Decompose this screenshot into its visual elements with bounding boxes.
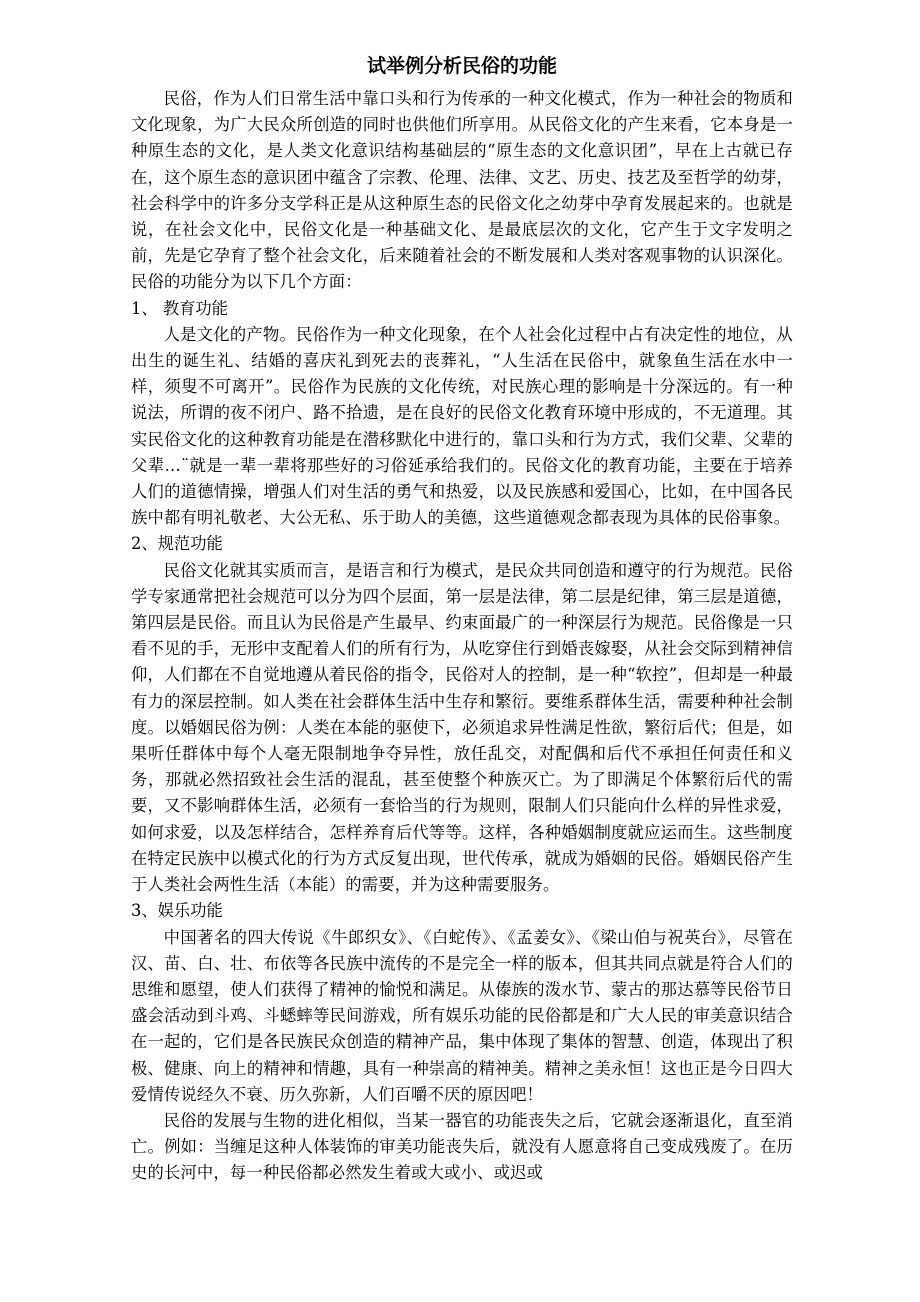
document-title: 试举例分析民俗的功能: [366, 55, 557, 77]
section-heading-education: 1、 教育功能: [131, 298, 228, 318]
section-heading-entertainment: 3、娱乐功能: [131, 901, 223, 921]
document-page: [131, 52, 793, 1187]
entertainment-paragraph: 中国著名的四大传说《牛郎织女》、《白蛇传》、《孟姜女》、《梁山伯与祝英台》，尽管在汉、苗、白、壮、布依等各民族中流传的不是完全一样的版本，但其共同点就是符合人们的思维和愿望，使人们获得了精神的愉悦和满足。从傣族的泼水节、蒙古的那达慕等民俗节日盛会活动到斗鸡、斗蟋蟀等民间游戏，所有娱乐功能的民俗都是和广大人民的审美意识结合在一起的，它们是各民族民众创造的精神产品，集中体现了集体的智慧、创造，体现出了积极、健康、向上的精神和情趣，具有一种崇高的精神美。精神之美永恒！这也正是今日四大爱情传说经久不衰、历久弥新，人们百嚼不厌的原因吧！: [131, 927, 793, 1104]
evolution-paragraph: 民俗的发展与生物的进化相似，当某一器官的功能丧失之后，它就会逐渐退化，直至消亡。例如：当缠足这种人体装饰的审美功能丧失后，就没有人愿意将自己变成残废了。在历史的长河中，每一种民俗都必然发生着或大或小、或迟或: [131, 1110, 793, 1183]
norm-paragraph: 民俗文化就其实质而言，是语言和行为模式，是民众共同创造和遵守的行为规范。民俗学专家通常把社会规范可以分为四个层面，第一层是法律，第二层是纪律，第三层是道德，第四层是民俗。而且认为民俗是产生最早、约束面最广的一种深层行为规范。民俗像是一只看不见的手，无形中支配着人们的所有行为，从吃穿住行到婚丧嫁娶，从社会交际到精神信仰，人们都在不自觉地遵从着民俗的指令，民俗对人的控制，是一种“软控”，但却是一种最有力的深层控制。如人类在社会群体生活中生存和繁衍。要维系群体生活，需要种种社会制度。以婚姻民俗为例：人类在本能的驱使下，必须追求异性满足性欲，繁衍后代；但是，如果听任群体中每个人毫无限制地争夺异性，放任乱交，对配偶和后代不承担任何责任和义务，那就必然招致社会生活的混乱，甚至使整个种族灭亡。为了即满足个体繁衍后代的需要，又不影响群体生活，必须有一套恰当的行为规则，限制人们只能向什么样的异性求爱，如何求爱，以及怎样结合，怎样养育后代等等。这样，各种婚姻制度就应运而生。这些制度在特定民族中以模式化的行为方式反复出现，世代传承，就成为婚姻的民俗。婚姻民俗产生于人类社会两性生活（本能）的需要，并为这种需要服务。: [131, 560, 793, 895]
education-paragraph: 人是文化的产物。民俗作为一种文化现象，在个人社会化过程中占有决定性的地位，从出生的诞生礼、结婚的喜庆礼到死去的丧葬礼，“人生活在民俗中，就象鱼生活在水中一样，须叟不可离开”。民俗作为民族的文化传统，对民族心理的影响是十分深远的。有一种说法，所谓的夜不闭户、路不拾遗，是在良好的民俗文化教育环境中形成的，不无道理。其实民俗文化的这种教育功能是在潜移默化中进行的，靠口头和行为方式，我们父辈、父辈的父辈…¨就是一辈一辈将那些好的习俗延承给我们的。民俗文化的教育功能，主要在于培养人们的道德情操，增强人们对生活的勇气和热爱，以及民族感和爱国心，比如，在中国各民族中都有明礼敬老、大公无私、乐于助人的美德，这些道德观念都表现为具体的民俗事象。: [131, 324, 793, 528]
section-heading-norm: 2、规范功能: [131, 534, 223, 554]
intro-paragraph: 民俗，作为人们日常生活中靠口头和行为传承的一种文化模式，作为一种社会的物质和文化现象，为广大民众所创造的同时也供他们所享用。从民俗文化的产生来看，它本身是一种原生态的文化，是人类文化意识结构基础层的“原生态的文化意识团”，早在上古就已存在，这个原生态的意识团中蕴含了宗教、伦理、法律、文艺、历史、技艺及至哲学的幼芽，社会科学中的许多分支学科正是从这种原生态的民俗文化之幼芽中孕育发展起来的。也就是说，在社会文化中，民俗文化是一种基础文化、是最底层次的文化，它产生于文字发明之前，先是它孕育了整个社会文化，后来随着社会的不断发展和人类对客观事物的认识深化。民俗的功能分为以下几个方面：: [131, 89, 793, 292]
